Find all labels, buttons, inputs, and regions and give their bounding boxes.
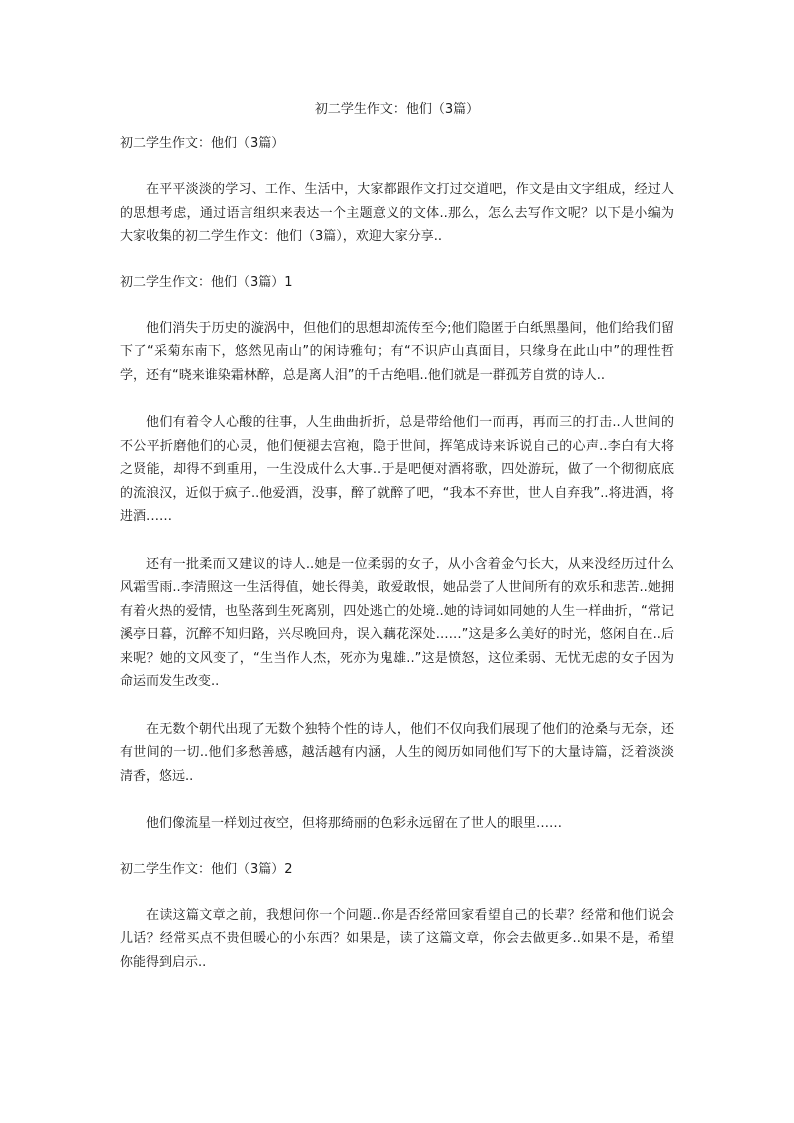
document-body xyxy=(120,134,674,998)
section-heading: 初二学生作文：他们（3篇）1 xyxy=(120,274,293,290)
paragraph: 还有一批柔而又建议的诗人..她是一位柔弱的女子，从小含着金勺长大，从来没经历过什么风霜雪雨..李清照这一生活得值，她长得美，敢爱敢恨，她品尝了人世间所有的欢乐和悲苦..她拥有着火热的爱情，也坠落到生死离别，四处逃亡的处境..她的诗词如同她的人生一样曲折，“常记溪亭日暮，沉醉不知归路，兴尽晚回舟，误入藕花深处……”这是多么美好的时光，悠闲自在..后来呢？她的文风变了，“生当作人杰，死亦为鬼雄..”这是愤怒，这位柔弱、无忧无虑的女子因为命运而发生改变.. xyxy=(120,556,674,689)
section-heading: 初二学生作文：他们（3篇）2 xyxy=(120,861,293,877)
paragraph: 在读这篇文章之前，我想问你一个问题..你是否经常回家看望自己的长辈？经常和他们说会儿话？经常买点不贵但暖心的小东西？如果是，读了这篇文章，你会去做更多..如果不是，希望你能得到启示.. xyxy=(120,907,674,970)
paragraph: 在平平淡淡的学习、工作、生活中，大家都跟作文打过交道吧，作文是由文字组成，经过人的思想考虑，通过语言组织来表达一个主题意义的文体..那么，怎么去写作文呢？以下是小编为大家收集的初二学生作文：他们（3篇），欢迎大家分享.. xyxy=(120,182,674,244)
section-heading: 初二学生作文：他们（3篇） xyxy=(120,136,285,151)
paragraph: 他们像流星一样划过夜空，但将那绮丽的色彩永远留在了世人的眼里…… xyxy=(146,816,563,831)
paragraph: 在无数个朝代出现了无数个独特个性的诗人，他们不仅向我们展现了他们的沧桑与无奈，还有世间的一切..他们多愁善感，越活越有内涵，人生的阅历如同他们写下的大量诗篇，泛着淡淡清香，悠远.. xyxy=(120,721,674,784)
page-title: 初二学生作文：他们（3篇） xyxy=(314,102,480,117)
paragraph: 他们消失于历史的漩涡中，但他们的思想却流传至今;他们隐匿于白纸黑墨间，他们给我们留下了“采菊东南下，悠然见南山”的闲诗雅句；有“不识庐山真面目，只缘身在此山中”的理性哲学，还有“晓来谁染霜林醉，总是离人泪”的千古绝唱..他们就是一群孤芳自赏的诗人.. xyxy=(120,320,674,383)
paragraph: 他们有着令人心酸的往事，人生曲曲折折，总是带给他们一而再，再而三的打击..人世间的不公平折磨他们的心灵，他们便褪去宫袍，隐于世间，挥笔成诗来诉说自己的心声..李白有大将之贤能，却得不到重用，一生没成什么大事..于是吧便对酒将歌，四处游玩，做了一个彻彻底底的流浪汉，近似于疯子..他爱酒，没事，醉了就醉了吧，“我本不弃世，世人自弃我”..将进酒，将进酒…… xyxy=(120,415,674,524)
